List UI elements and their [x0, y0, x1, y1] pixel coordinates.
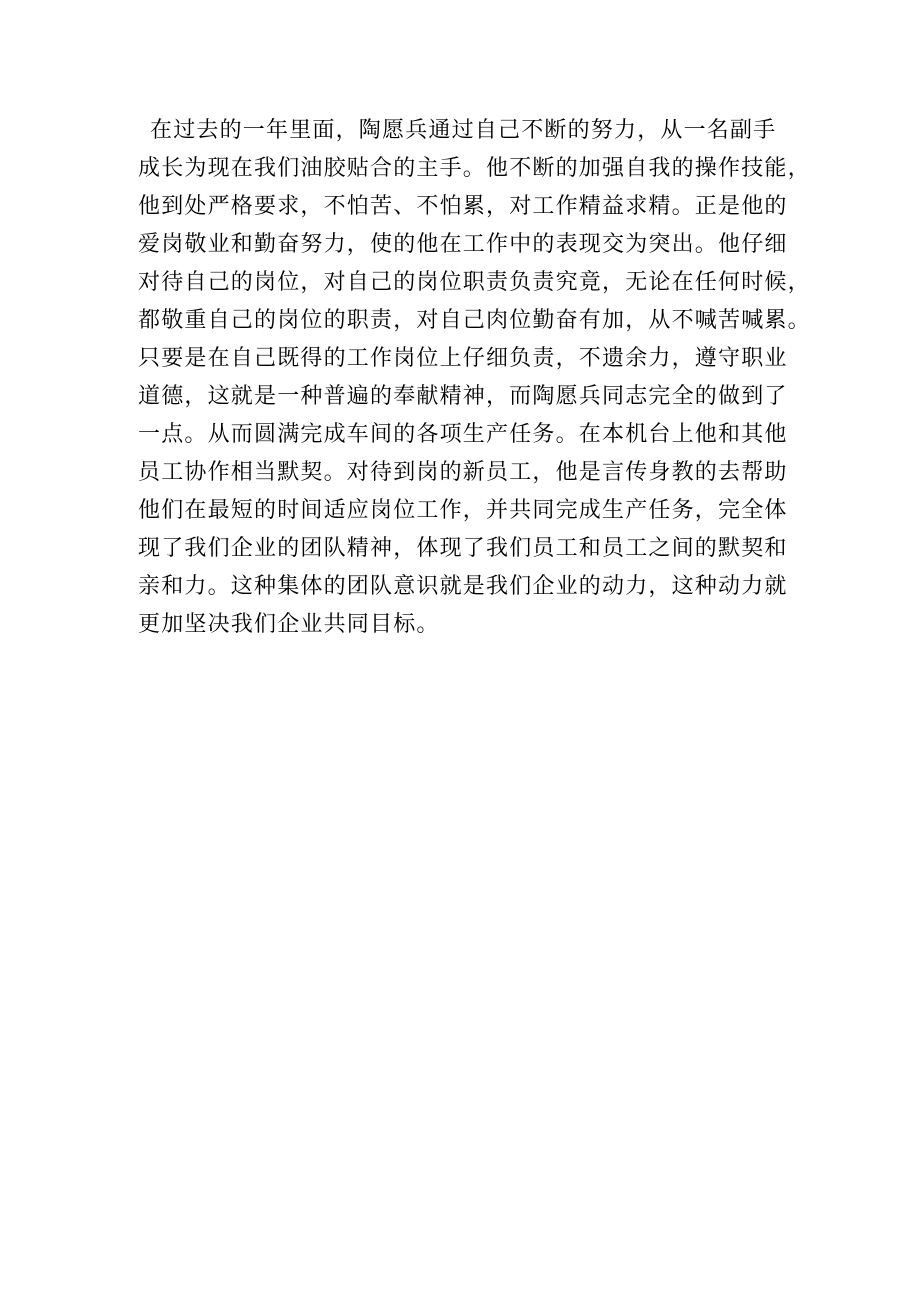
paragraph-line: 在过去的一年里面，陶愿兵通过自己不断的努力，从一名副手 — [150, 118, 777, 143]
paragraph-line: 他们在最短的时间适应岗位工作，并共同完成生产任务，完全体 — [138, 498, 788, 523]
body-paragraph — [138, 112, 811, 644]
paragraph-line: 一点。从而圆满完成车间的各项生产任务。在本机台上他和其他 — [138, 422, 788, 447]
paragraph-line: 现了我们企业的团队精神，体现了我们员工和员工之间的默契和 — [138, 536, 788, 561]
paragraph-line: 员工协作相当默契。对待到岗的新员工，他是言传身教的去帮助 — [138, 460, 788, 485]
paragraph-line: 他到处严格要求，不怕苦、不怕累，对工作精益求精。正是他的 — [138, 194, 788, 219]
paragraph-line: 道德，这就是一种普遍的奉献精神，而陶愿兵同志完全的做到了 — [138, 384, 788, 409]
paragraph-line: 更加坚决我们企业共同目标。 — [138, 612, 440, 637]
paragraph-line: 亲和力。这种集体的团队意识就是我们企业的动力，这种动力就 — [138, 574, 788, 599]
paragraph-line: 成长为现在我们油胶贴合的主手。他不断的加强自我的操作技能， — [138, 156, 811, 181]
paragraph-line: 对待自己的岗位，对自己的岗位职责负责究竟，无论在任何时候， — [138, 270, 811, 295]
paragraph-line: 只要是在自己既得的工作岗位上仔细负责，不遗余力，遵守职业 — [138, 346, 788, 371]
paragraph-line: 爱岗敬业和勤奋努力，使的他在工作中的表现交为突出。他仔细 — [138, 232, 788, 257]
paragraph-line: 都敬重自己的岗位的职责，对自己肉位勤奋有加，从不喊苦喊累。 — [138, 308, 811, 333]
